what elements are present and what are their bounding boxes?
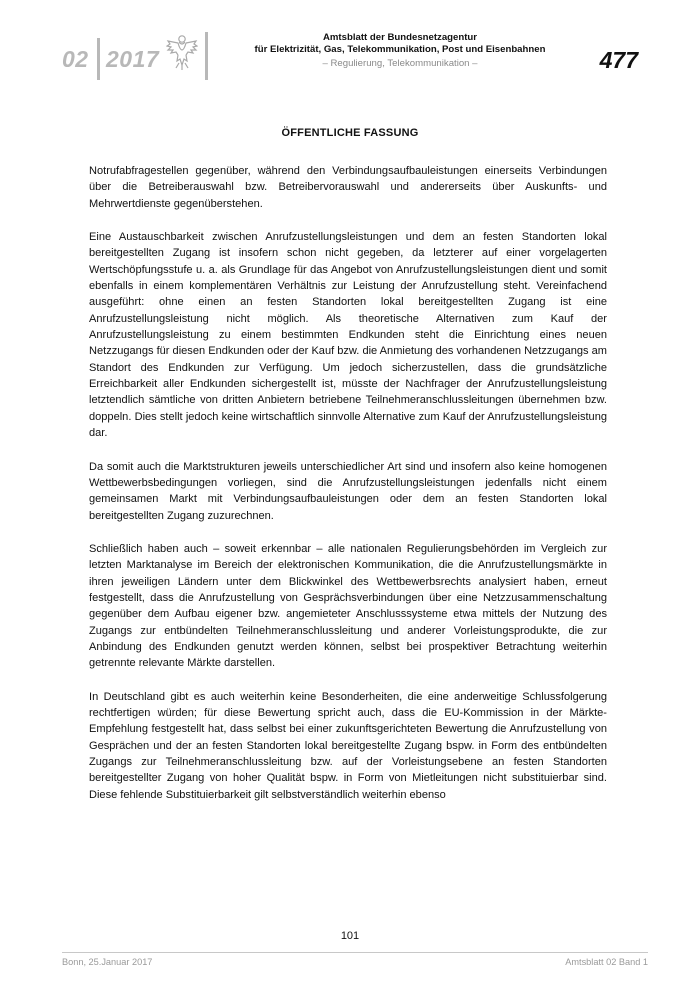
document-page-number: 101 — [340, 930, 360, 942]
document-heading: ÖFFENTLICHE FASSUNG — [281, 127, 419, 139]
issue-year: 2017 — [106, 46, 160, 72]
header-divider — [97, 38, 100, 80]
gazette-title-line1: Amtsblatt der Bundesnetzagentur — [322, 32, 478, 43]
paragraph: In Deutschland gibt es auch weiterhin keine Besonderheiten, die eine anderweitige Schlussfolgerung rechtfertigen würden; für diese Bewertung spricht auch, dass die EU-Kommission in der Märkte-Empfehlung festgestellt hat, dass selbst bei einer zukunftsgerichteten Bewertung die Anrufzustellung von Gesprächen und der an festen Standorten lokal bereitgestellte Zugang bspw. in Form des entbündelten Zugangs zur Teilnehmeranschlussleitung bzw. auf der Vorleistungsebene an festen Standorten bereitgestellter Zugang von hoher Qualität bspw. in Form von Mietleitungen nicht substituierbar sind. Diese fehlende Substituierbarkeit gilt selbstverständlich weiterhin ebenso — [89, 690, 607, 801]
footer-divider — [62, 952, 648, 953]
gazette-page-number: 477 — [599, 47, 638, 73]
paragraph: Schließlich haben auch – soweit erkennbar – alle nationalen Regulierungsbehörden im Vergleich zur letzten Marktanalyse im Bereich der elektronischen Kommunikation, die die Anrufzustellungsmärkte in ihren jeweiligen Ländern unter dem Blickwinkel des Wettbewerbsrechts analysiert haben, erneut festgestellt, dass die Anrufzustellung von Gesprächsverbindungen über eine Netzzusammenschaltung gegenüber dem Aufbau eigener bzw. angemieteter Anschlusssysteme etwa mittels der Nutzung des Zugangs zur entbündelten Teilnehmeranschlussleitung und anderer Vorleistungsprodukte, die zur Anbindung des Endkunden genutzt werden können, selbst bei prospektiver Betrachtung weiterhin getrennte relevante Märkte darstellen. — [89, 542, 607, 670]
paragraph: Notrufabfragestellen gegenüber, während den Verbindungsaufbauleistungen einerseits Verbindungen über die Betreiberauswahl bzw. Betreibervorauswahl und andererseits über Auskunfts- und Mehrwertdienste gegenüberstehen. — [89, 165, 607, 210]
footer-issue: Amtsblatt 02 Band 1 — [565, 957, 648, 967]
paragraph: Eine Austauschbarkeit zwischen Anrufzustellungsleistungen und dem an festen Standorten lokal bereitgestellten Zugang ist insofern schon nicht gegeben, da letzterer auf einer vorgelagerten Wertschöpfungsstufe u. a. als Grundlage für das Angebot von Anrufzustellungsleistungen dient und somit ebenfalls in einem komplementären Verhältnis zur Leistung der Anrufzustellung steht. Vereinfachend ausgeführt: ohne einen an festen Standorten lokal bereitgestellten Zugang ist eine Anrufzustellungsleistung nicht möglich. Als theoretische Alternativen zum Kauf der Anrufzustellungsleistung zu einem bestimmten Endkunden steht die Einrichtung eines neuen Netzzugangs für diesen Endkunden oder der Kauf bzw. die Anmietung des vorhandenen Netzzugangs am Standort des Endkunden zur Verfügung. Um jedoch sicherzustellen, dass die grundsätzliche Erreichbarkeit aller Endkunden sichergestellt ist, müsste der Nachfrager der Anrufzustellungsleistung letztendlich sämtliche von dritten Anbietern betriebene Teilnehmeranschlussleitungen übernehmen bzw. doppeln. Dies stellt jedoch keine wirtschaftlich sinnvolle Alternative zum Kauf der Anrufzustellungsleistung dar. — [89, 231, 607, 440]
header-divider — [205, 32, 208, 80]
footer-date: Bonn, 25.Januar 2017 — [62, 957, 153, 967]
document-body — [89, 163, 607, 820]
federal-eagle-icon — [166, 33, 198, 71]
gazette-title — [225, 32, 575, 56]
gazette-title-line2: für Elektrizität, Gas, Telekommunikation, Post und Eisenbahnen — [254, 44, 546, 55]
paragraph: Da somit auch die Marktstrukturen jeweils unterschiedlicher Art sind und insofern also keine homogenen Wettbewerbsbedingungen vorliegen, sind die Anrufzustellungsleistungen jedenfalls nicht einem gemeinsamen Markt mit Verbindungsaufbauleistungen oder dem an festen Standorten lokal bereitgestellten Zugang zuzurechnen. — [89, 460, 607, 522]
issue-number: 02 — [62, 46, 89, 72]
gazette-subtitle: – Regulierung, Telekommunikation – — [322, 58, 478, 69]
